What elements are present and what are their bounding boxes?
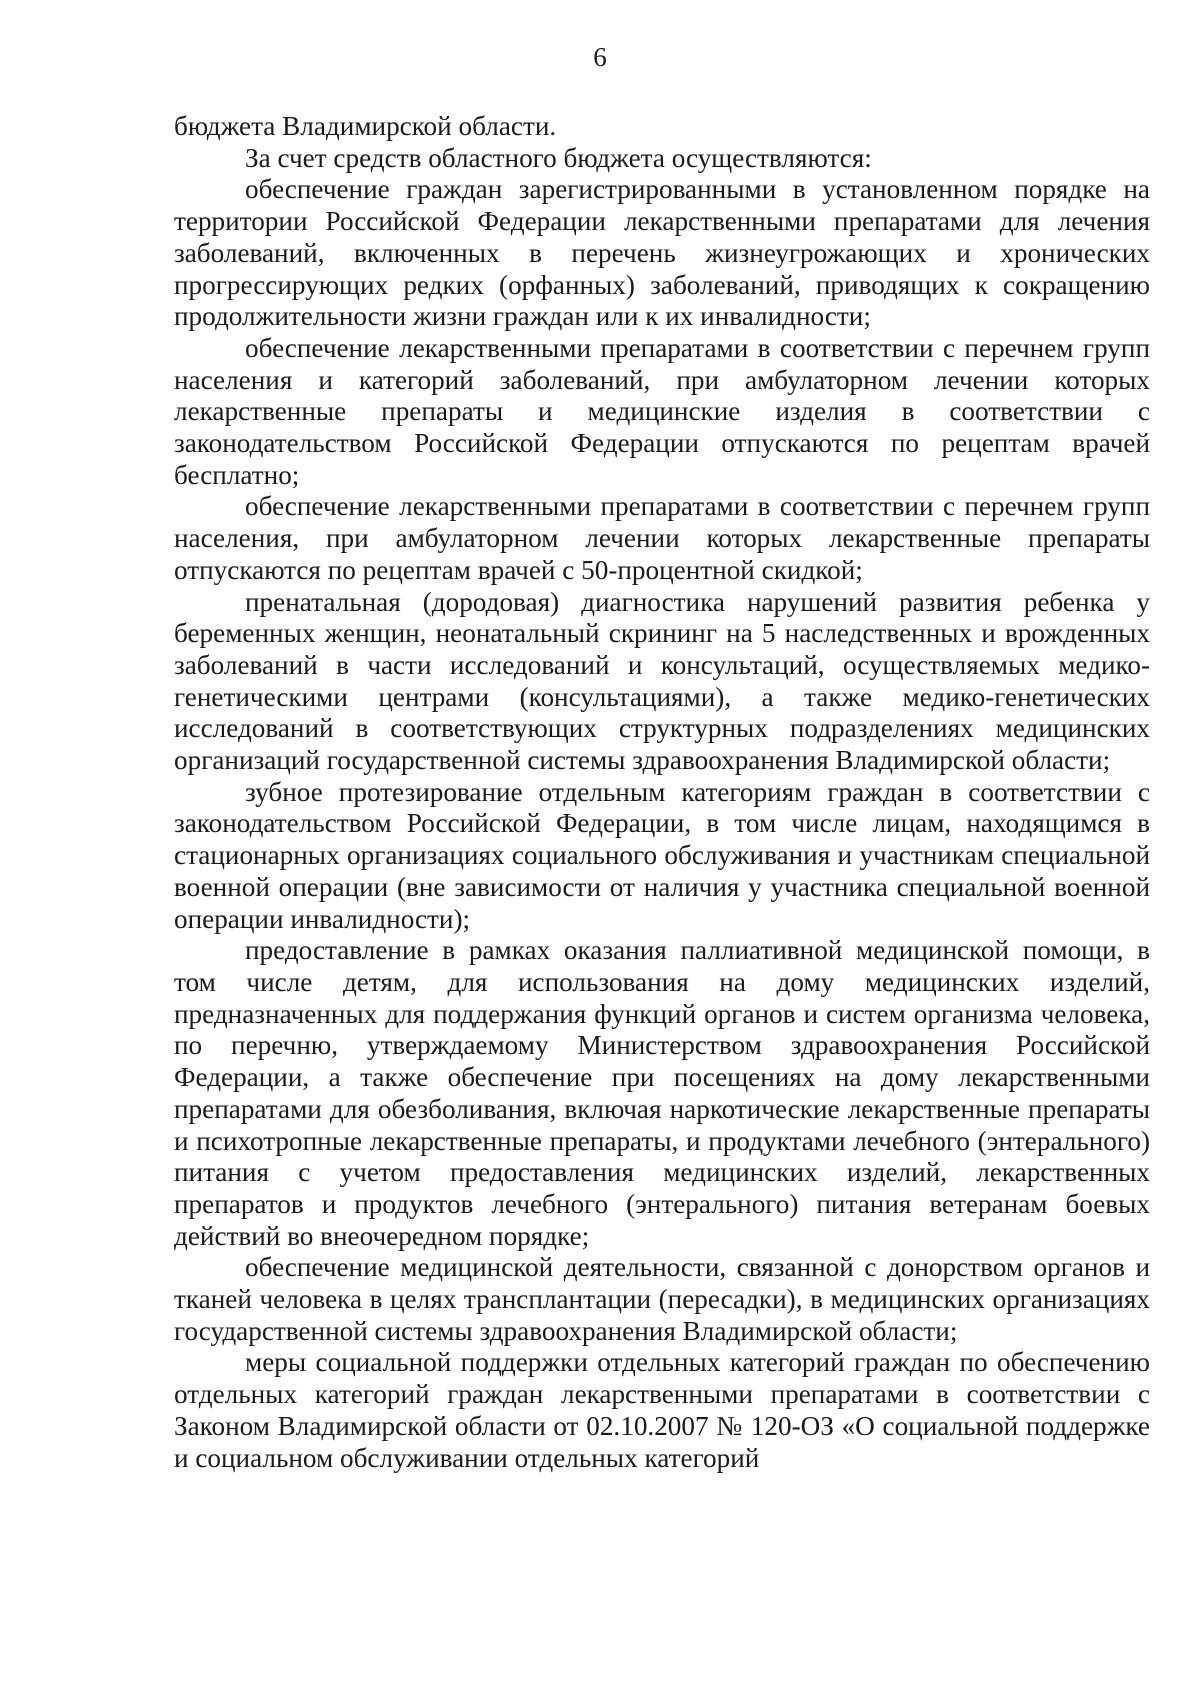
paragraph: пренатальная (дородовая) диагностика нарушений развития ребенка у беременных женщин, неонатальный скрининг на 5 наследственных и врожденных заболеваний в части исследований и консультаций, осуществляемых медико-генетическими центрами (консультациями), а также медико-генетических исследований в соответствующих структурных подразделениях медицинских организаций государственной системы здравоохранения Владимирской области; — [174, 586, 1150, 776]
paragraph: обеспечение лекарственными препаратами в соответствии с перечнем групп населения и категорий заболеваний, при амбулаторном лечении которых лекарственные препараты и медицинские изделия в соответствии с законодательством Российской Федерации отпускаются по рецептам врачей бесплатно; — [174, 332, 1150, 490]
paragraph: обеспечение граждан зарегистрированными в установленном порядке на территории Российской Федерации лекарственными препаратами для лечения заболеваний, включенных в перечень жизнеугрожающих и хронических прогрессирующих редких (орфанных) заболеваний, приводящих к сокращению продолжительности жизни граждан или к их инвалидности; — [174, 174, 1150, 332]
paragraph: зубное протезирование отдельным категориям граждан в соответствии с законодательством Российской Федерации, в том числе лицам, находящимся в стационарных организациях социального обслуживания и участникам специальной военной операции (вне зависимости от наличия у участника специальной военной операции инвалидности); — [174, 776, 1150, 934]
page-number: 6 — [593, 42, 607, 72]
paragraph: обеспечение медицинской деятельности, связанной с донорством органов и тканей человека в целях трансплантации (пересадки), в медицинских организациях государственной системы здравоохранения Владимирской области; — [174, 1252, 1150, 1346]
paragraph: предоставление в рамках оказания паллиативной медицинской помощи, в том числе детям, для использования на дому медицинских изделий, предназначенных для поддержания функций органов и систем организма человека, по перечню, утверждаемому Министерством здравоохранения Российской Федерации, а также обеспечение при посещениях на дому лекарственными препаратами для обезболивания, включая наркотические лекарственные препараты и психотропные лекарственные препараты, и продуктами лечебного (энтерального) питания с учетом предоставления медицинских изделий, лекарственных препаратов и продуктов лечебного (энтерального) питания ветеранам боевых действий во внеочередном порядке; — [174, 935, 1150, 1251]
document-body — [174, 111, 1150, 1474]
paragraph: бюджета Владимирской области. — [174, 111, 557, 141]
paragraph: меры социальной поддержки отдельных категорий граждан по обеспечению отдельных категорий граждан лекарственными препаратами в соответствии с Законом Владимирской области от 02.10.2007 № 120-ОЗ «О социальной поддержке и социальном обслуживании отдельных категорий — [174, 1347, 1150, 1473]
paragraph: За счет средств областного бюджета осуществляются: — [245, 142, 872, 173]
paragraph: обеспечение лекарственными препаратами в соответствии с перечнем групп населения, при амбулаторном лечении которых лекарственные препараты отпускаются по рецептам врачей с 50-процентной скидкой; — [174, 491, 1150, 585]
